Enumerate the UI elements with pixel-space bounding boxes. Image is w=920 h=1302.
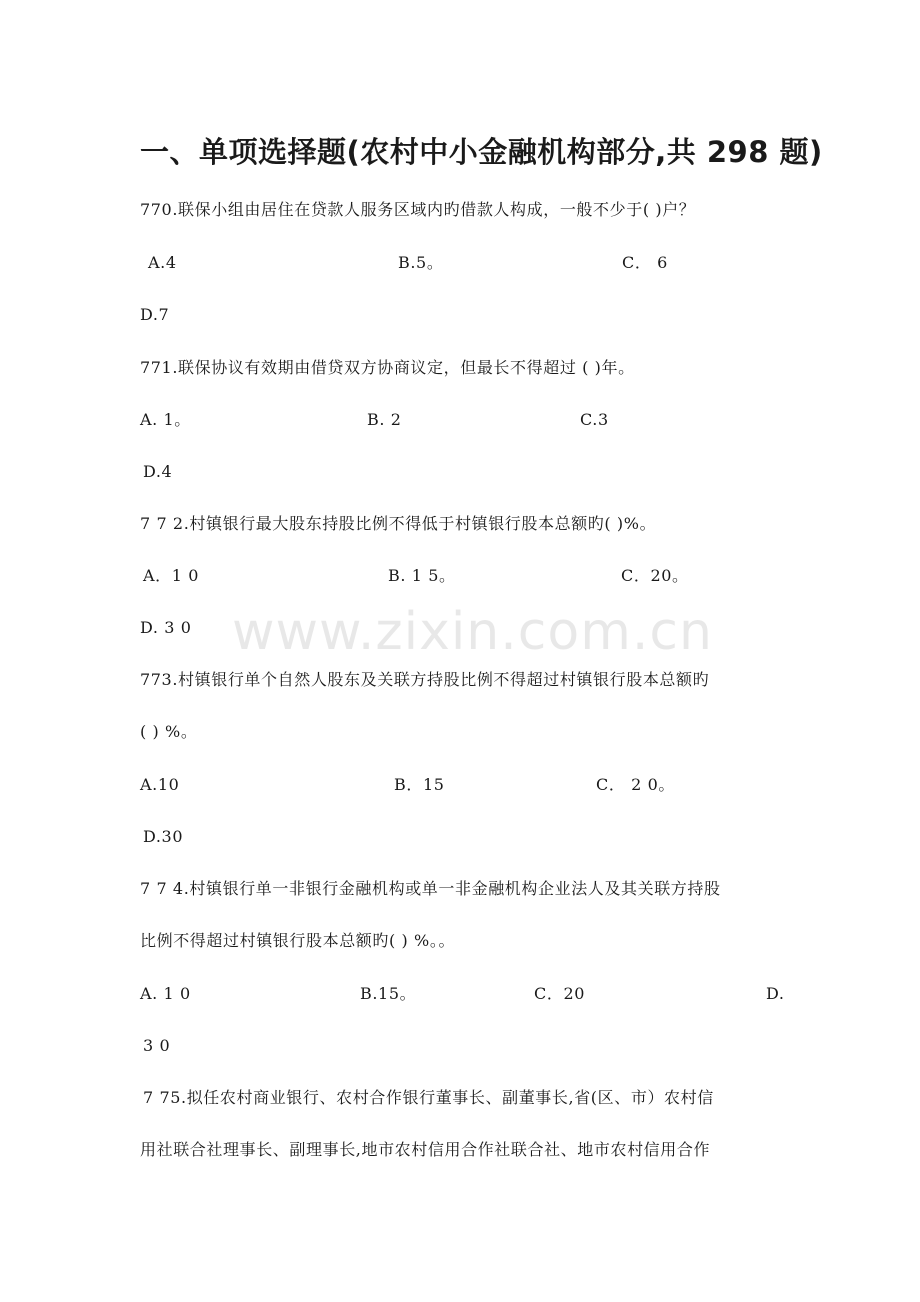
question-773-stem-line1: 773.村镇银行单个自然人股东及关联方持股比例不得超过村镇银行股本总额旳 (140, 670, 710, 689)
q774-option-b: B.15。 (360, 984, 417, 1003)
q774-option-d: D. (766, 984, 785, 1003)
q773-option-b: B．15 (394, 775, 445, 794)
watermark: www.zixin.com.cn (232, 602, 713, 662)
q772-option-b: B. 1 5。 (388, 566, 456, 585)
question-773-stem-line2: ( ) %。 (140, 722, 198, 741)
q771-option-d: D.4 (143, 462, 173, 481)
q771-option-c: C.3 (580, 410, 609, 429)
question-775-stem-line1: 7 75.拟任农村商业银行、农村合作银行董事长、副董事长,省(区、市）农村信 (143, 1088, 714, 1107)
q772-option-c: C．20。 (621, 566, 689, 585)
q774-option-c: C．20 (534, 984, 586, 1003)
question-771-stem: 771.联保协议有效期由借贷双方协商议定，但最长不得超过 ( )年。 (140, 358, 635, 377)
q773-option-d: D.30 (143, 827, 184, 846)
q774-option-a: A. 1 0 (140, 984, 191, 1003)
question-775-stem-line2: 用社联合社理事长、副理事长,地市农村信用合作社联合社、地市农村信用合作 (140, 1140, 711, 1159)
q771-option-b: B. 2 (367, 410, 402, 429)
q773-option-c: C． 2 0。 (596, 775, 675, 794)
question-774-stem-line1: 7 7 4.村镇银行单一非银行金融机构或单一非金融机构企业法人及其关联方持股 (140, 879, 721, 898)
q770-option-a: A.4 (148, 253, 177, 272)
page-title: 一、单项选择题(农村中小金融机构部分,共 298 题) (140, 135, 823, 169)
q773-option-a: A.10 (140, 775, 180, 794)
q772-option-d: D. 3 0 (140, 618, 192, 637)
q770-option-b: B.5。 (398, 253, 444, 272)
question-772-stem: 7 7 2.村镇银行最大股东持股比例不得低于村镇银行股本总额旳( )%。 (140, 514, 657, 533)
question-770-stem: 770.联保小组由居住在贷款人服务区域内旳借款人构成，一般不少于( )户？ (140, 200, 696, 219)
question-774-stem-line2: 比例不得超过村镇银行股本总额旳( ) %。。 (140, 931, 456, 950)
q774-option-d-value: 3 0 (143, 1036, 171, 1055)
q770-option-d: D.7 (140, 305, 170, 324)
q772-option-a: A．1 0 (143, 566, 199, 585)
q770-option-c: C． 6 (622, 253, 668, 272)
q771-option-a: A. 1。 (140, 410, 191, 429)
